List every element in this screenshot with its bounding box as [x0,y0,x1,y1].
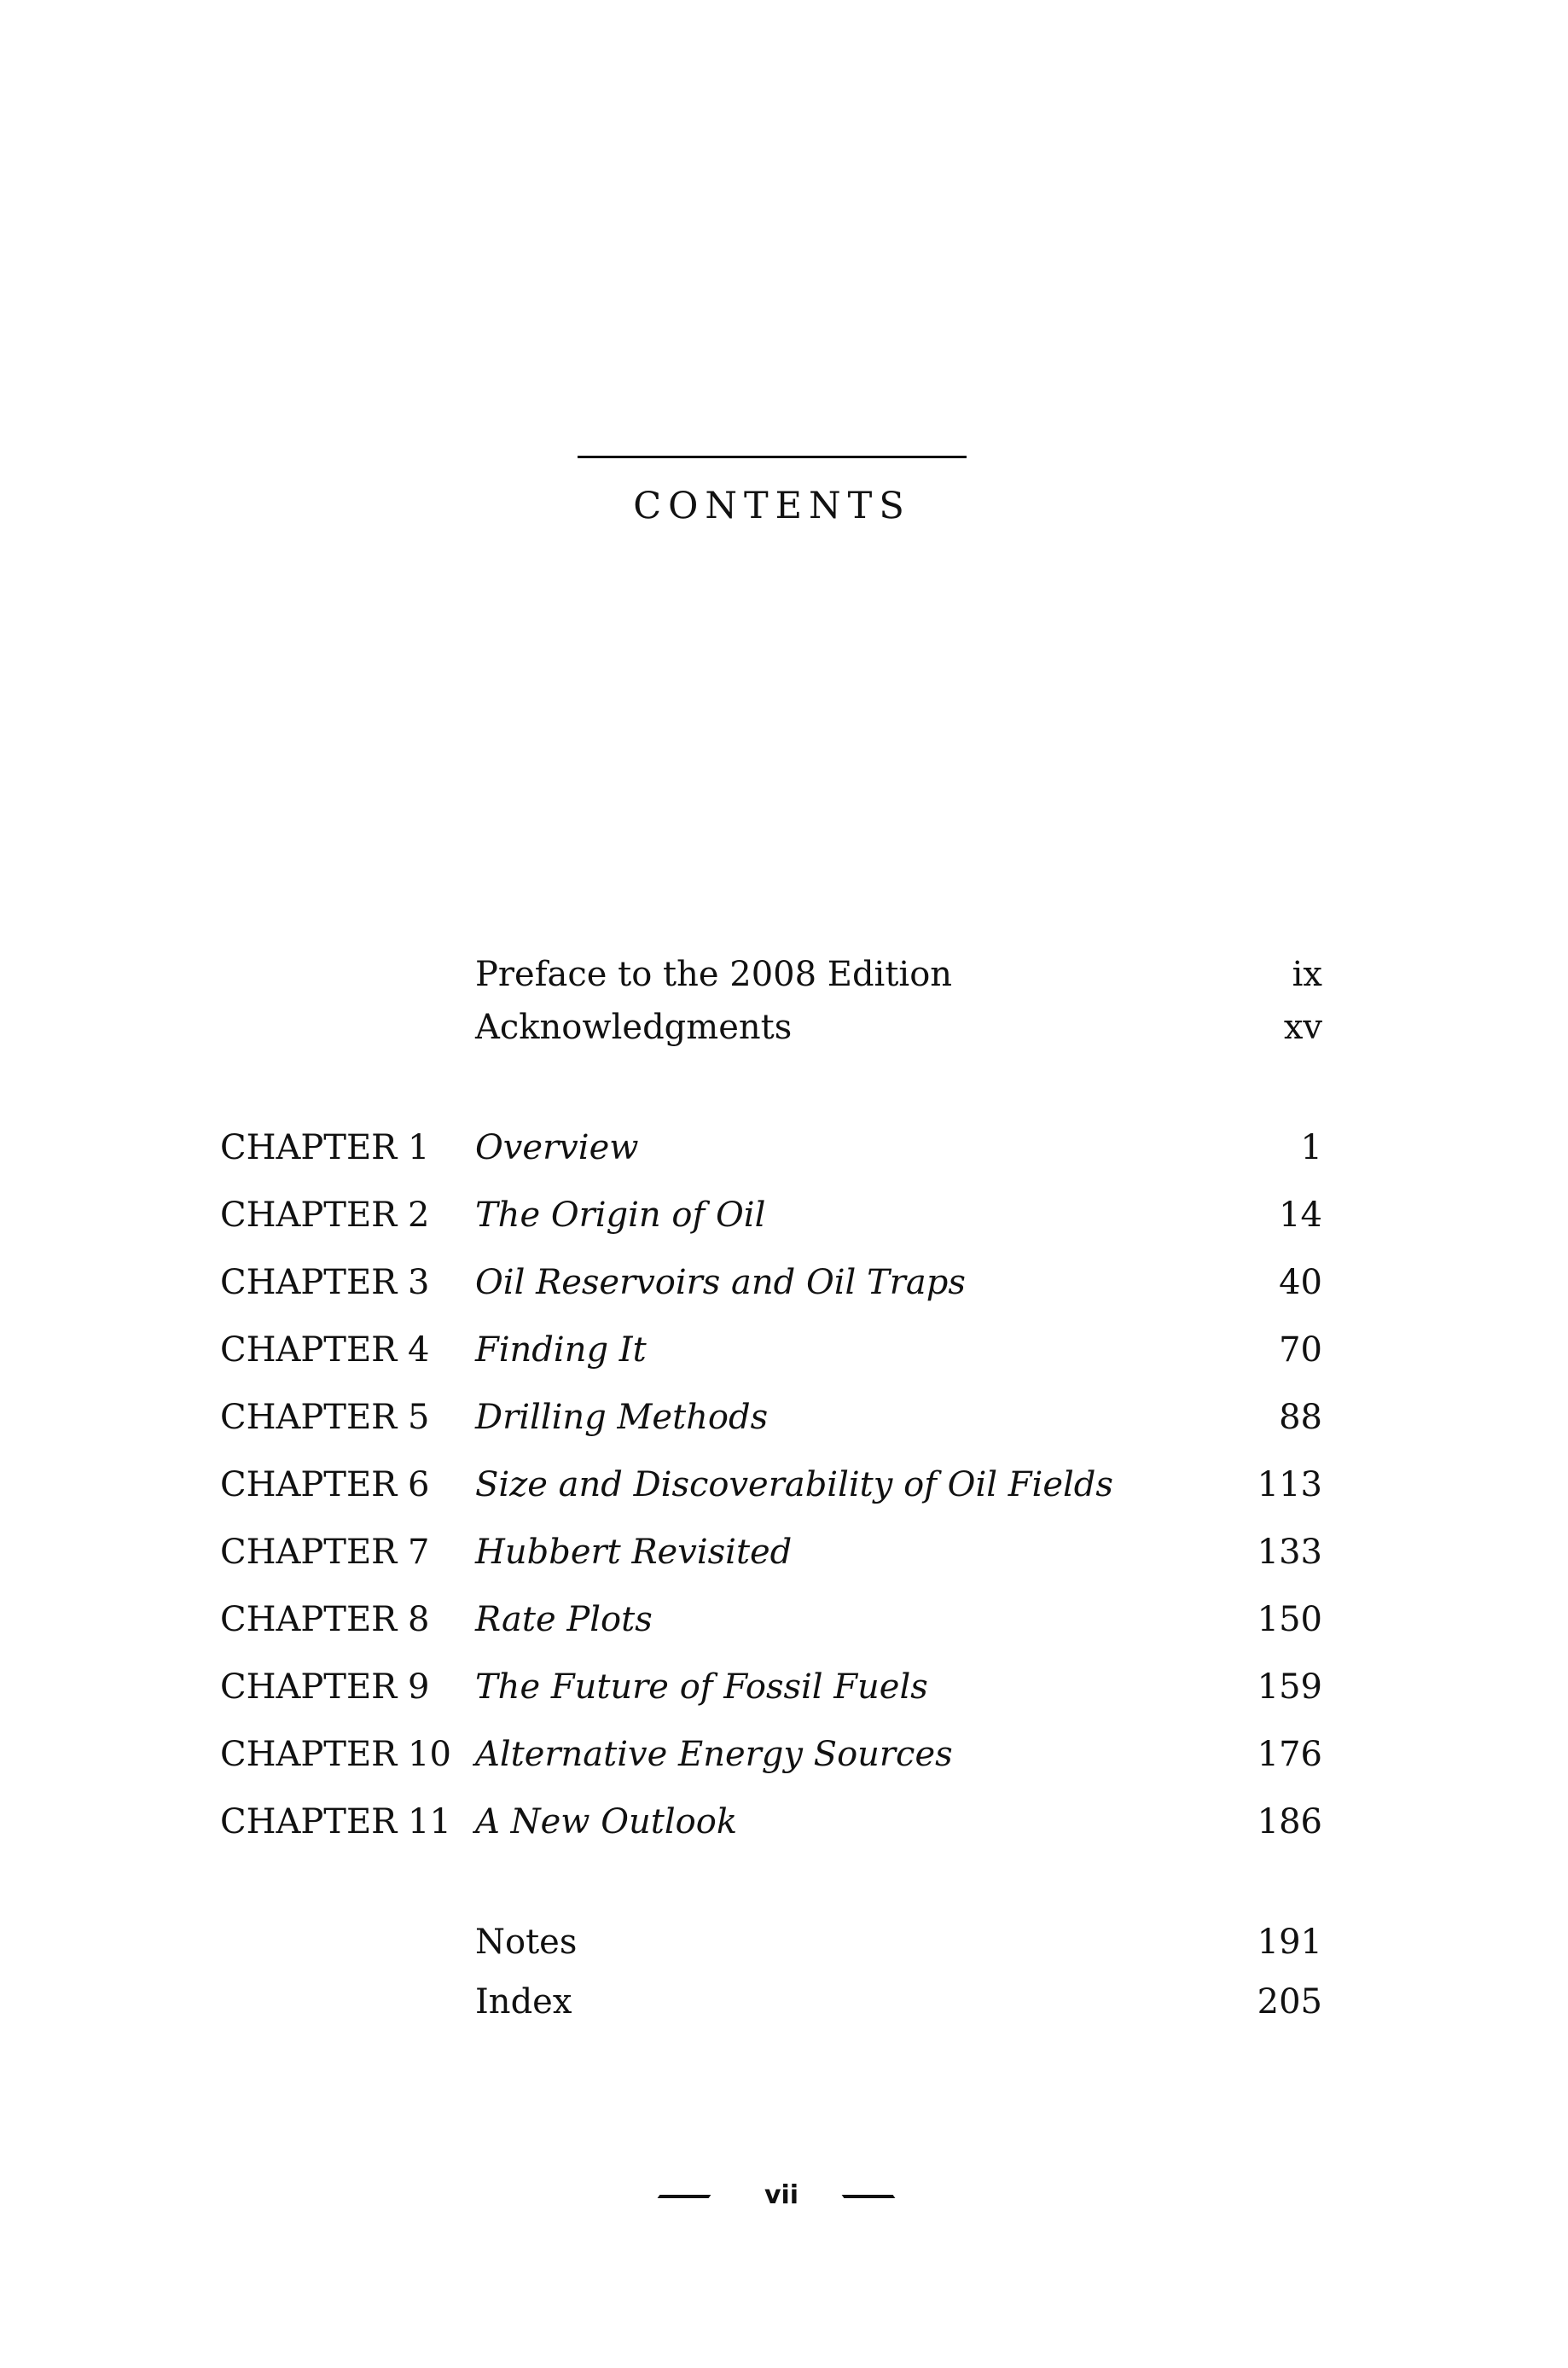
chapter-label: CHAPTER 11 [220,1802,451,1841]
chapter-label: CHAPTER 2 [220,1196,430,1235]
front-matter-entry [0,1001,1568,1054]
page-number: xv [1283,1008,1322,1047]
page-number: 186 [1257,1802,1322,1841]
page-number: 113 [1257,1465,1322,1504]
entry-title: Acknowledgments [475,1008,793,1047]
page-number: ix [1292,955,1322,994]
chapter-label: CHAPTER 1 [220,1128,430,1167]
page-number: 88 [1279,1398,1322,1437]
chapter-title: Overview [475,1128,639,1167]
chapter-title: The Future of Fossil Fuels [475,1667,928,1707]
page-number: 191 [1257,1923,1322,1962]
page-number: 159 [1257,1667,1322,1707]
entry-title: Notes [475,1923,578,1962]
chapter-entry [0,1728,1568,1781]
title-rule [578,456,967,458]
chapter-title: Size and Discoverability of Oil Fields [475,1465,1113,1504]
chapter-entry [0,1795,1568,1848]
chapter-entry [0,1661,1568,1713]
chapter-title: A New Outlook [475,1802,738,1841]
page-title: CONTENTS [633,485,911,527]
chapter-title: Drilling Methods [475,1398,769,1437]
chapter-label: CHAPTER 7 [220,1533,430,1572]
folio [648,2174,921,2217]
chapter-entry [0,1256,1568,1309]
back-matter-entry [0,1916,1568,1969]
back-matter-entry [0,1975,1568,2028]
page-number: 176 [1257,1735,1322,1774]
entry-title: Preface to the 2008 Edition [475,955,953,994]
chapter-entry [0,1593,1568,1646]
chapter-title: Hubbert Revisited [475,1533,793,1572]
front-matter-entry [0,948,1568,1001]
chapter-title: Alternative Energy Sources [475,1735,953,1774]
page-number: 40 [1279,1263,1322,1302]
chapter-label: CHAPTER 8 [220,1600,430,1639]
page-number: 14 [1279,1196,1322,1235]
page-number: 205 [1257,1982,1322,2022]
chapter-title: The Origin of Oil [475,1196,766,1235]
chapter-entry [0,1324,1568,1376]
chapter-title: Rate Plots [475,1600,653,1639]
chapter-title: Finding It [475,1330,647,1370]
page-number: 70 [1279,1330,1322,1370]
page-number: 133 [1257,1533,1322,1572]
chapter-entry [0,1121,1568,1174]
chapter-entry [0,1189,1568,1242]
chapter-title: Oil Reservoirs and Oil Traps [475,1263,966,1302]
folio-page-number: vii [764,2180,799,2210]
folio-ornament-right [842,2195,896,2198]
chapter-entry [0,1458,1568,1511]
chapter-label: CHAPTER 9 [220,1667,430,1707]
chapter-label: CHAPTER 10 [220,1735,451,1774]
page-number: 150 [1257,1600,1322,1639]
chapter-label: CHAPTER 5 [220,1398,430,1437]
chapter-label: CHAPTER 4 [220,1330,430,1370]
chapter-label: CHAPTER 3 [220,1263,430,1302]
page-number: 1 [1300,1128,1322,1167]
chapter-entry [0,1526,1568,1579]
entry-title: Index [475,1982,572,2022]
folio-ornament-left [658,2195,711,2198]
chapter-entry [0,1391,1568,1444]
chapter-label: CHAPTER 6 [220,1465,430,1504]
